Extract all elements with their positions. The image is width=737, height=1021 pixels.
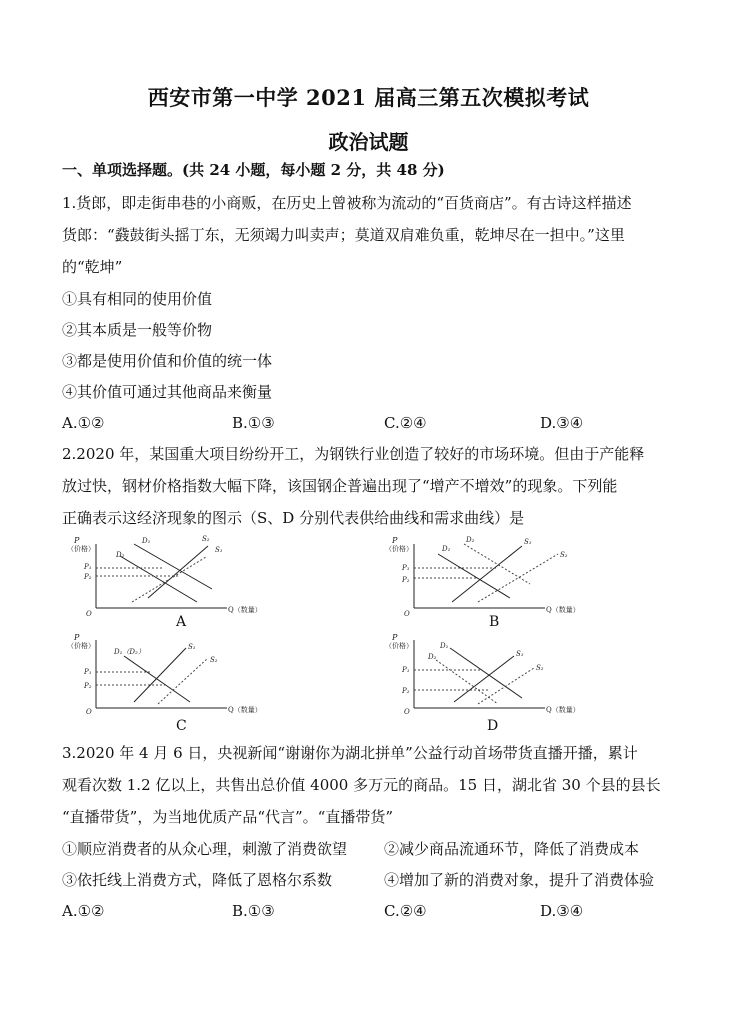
- curve-label-s2: S₂: [210, 656, 218, 664]
- q3-statement-1: ①顺应消费者的从众心理，刺激了消费欲望: [62, 840, 348, 858]
- graph-a: [62, 532, 272, 632]
- q2-stem-line-2: 放过快，钢材价格指数大幅下降，该国钢企普遍出现了“增产不增效”的现象。下列能: [62, 477, 618, 495]
- axis-y-label: P: [74, 633, 80, 642]
- price-label-p2: P₂: [84, 682, 92, 690]
- q1-choice-b[interactable]: B.①③: [232, 414, 275, 432]
- q1-choice-c[interactable]: C.②④: [384, 414, 427, 432]
- axis-y-label: P: [74, 536, 80, 545]
- curve-label-d1: D₁: [442, 545, 451, 553]
- axis-y-unit: （价格）: [67, 545, 95, 553]
- curve-label-s2: S₂: [202, 535, 210, 543]
- graph-a-label: A: [176, 614, 187, 630]
- q1-statement-4: ④其价值可通过其他商品来衡量: [62, 383, 273, 401]
- graph-c-label: C: [176, 718, 187, 734]
- q1-statement-2: ②其本质是一般等价物: [62, 321, 213, 339]
- section-heading: 一、单项选择题。(共 24 小题，每小题 2 分，共 48 分): [62, 161, 445, 179]
- curve-label-d1-d2: D₁（D₂）: [114, 648, 145, 656]
- axis-y-unit: （价格）: [67, 642, 95, 650]
- axis-y-label: P: [392, 536, 398, 545]
- axis-x-label: Q（数量）: [228, 606, 262, 614]
- curve-label-s2: S₂: [536, 664, 544, 672]
- curve-label-s1: S₁: [188, 643, 196, 651]
- axis-origin: O: [404, 708, 410, 716]
- graph-b-label: B: [489, 614, 500, 630]
- q3-stem-line-1: 3.2020 年 4 月 6 日，央视新闻“谢谢你为湖北拼单”公益行动首场带货直播开播，累计: [62, 744, 638, 762]
- q3-stem-line-3: “直播带货”，为当地优质产品“代言”。“直播带货”: [62, 808, 394, 826]
- graph-d: [380, 634, 590, 734]
- axis-x-label: Q（数量）: [546, 606, 580, 614]
- q3-statement-3: ③依托线上消费方式，降低了恩格尔系数: [62, 871, 333, 889]
- axis-x-label: Q（数量）: [228, 706, 262, 714]
- q1-choice-d[interactable]: D.③④: [540, 414, 584, 432]
- curve-label-d1: D₁: [142, 537, 151, 545]
- q1-stem-line-1: 1.货郎，即走街串巷的小商贩，在历史上曾被称为流动的“百货商店”。有古诗这样描述: [62, 194, 632, 212]
- axis-y-unit: （价格）: [385, 545, 413, 553]
- curve-label-s2: S₂: [560, 551, 568, 559]
- axis-y-label: P: [392, 633, 398, 642]
- axis-y-unit: （价格）: [385, 642, 413, 650]
- q1-statement-1: ①具有相同的使用价值: [62, 290, 213, 308]
- q3-choice-c[interactable]: C.②④: [384, 902, 427, 920]
- q3-choice-d[interactable]: D.③④: [540, 902, 584, 920]
- subject-title: 政治试题: [328, 130, 409, 154]
- curve-label-s1: S₁: [215, 546, 223, 554]
- curve-label-d2: D₂: [428, 653, 437, 661]
- q2-stem-line-3: 正确表示这经济现象的图示（S、D 分别代表供给曲线和需求曲线）是: [62, 509, 525, 527]
- curve-label-s1: S₁: [516, 650, 524, 658]
- price-label-p1: P₁: [402, 666, 410, 674]
- q3-choice-a[interactable]: A.①②: [62, 902, 105, 920]
- curve-label-d2: D₂: [466, 536, 475, 544]
- price-label-p2: P₂: [402, 576, 410, 584]
- curve-label-s1: S₁: [524, 538, 532, 546]
- price-label-p1: P₁: [402, 564, 410, 572]
- price-label-p2: P₂: [402, 687, 410, 695]
- price-label-p1: P₁: [84, 563, 92, 571]
- axis-x-label: Q（数量）: [546, 706, 580, 714]
- q2-stem-line-1: 2.2020 年，某国重大项目纷纷开工，为钢铁行业创造了较好的市场环境。但由于产能释: [62, 445, 645, 463]
- graph-d-label: D: [487, 718, 499, 734]
- price-label-p1: P₁: [84, 668, 92, 676]
- curve-label-d1: D₁: [440, 642, 449, 650]
- axis-origin: O: [86, 708, 92, 716]
- q3-statement-4: ④增加了新的消费对象，提升了消费体验: [384, 871, 655, 889]
- q1-stem-line-2: 货郎：“鼗鼓街头摇丁东，无须竭力叫卖声；莫道双肩难负重，乾坤尽在一担中。”这里: [62, 226, 625, 244]
- q1-statement-3: ③都是使用价值和价值的统一体: [62, 352, 273, 370]
- curve-label-d2: D₂: [116, 551, 125, 559]
- graph-c: [62, 634, 272, 734]
- axis-origin: O: [86, 610, 92, 618]
- exam-title: 西安市第一中学 2021 届高三第五次模拟考试: [147, 85, 590, 110]
- q3-choice-b[interactable]: B.①③: [232, 902, 275, 920]
- price-label-p2: P₂: [84, 573, 92, 581]
- q3-statement-2: ②减少商品流通环节，降低了消费成本: [384, 840, 640, 858]
- graph-b: [380, 532, 590, 632]
- q1-stem-line-3: 的“乾坤”: [62, 258, 123, 276]
- axis-origin: O: [404, 610, 410, 618]
- q1-choice-a[interactable]: A.①②: [62, 414, 105, 432]
- q3-stem-line-2: 观看次数 1.2 亿以上，共售出总价值 4000 多万元的商品。15 日，湖北省 30 个县的县长: [62, 776, 661, 794]
